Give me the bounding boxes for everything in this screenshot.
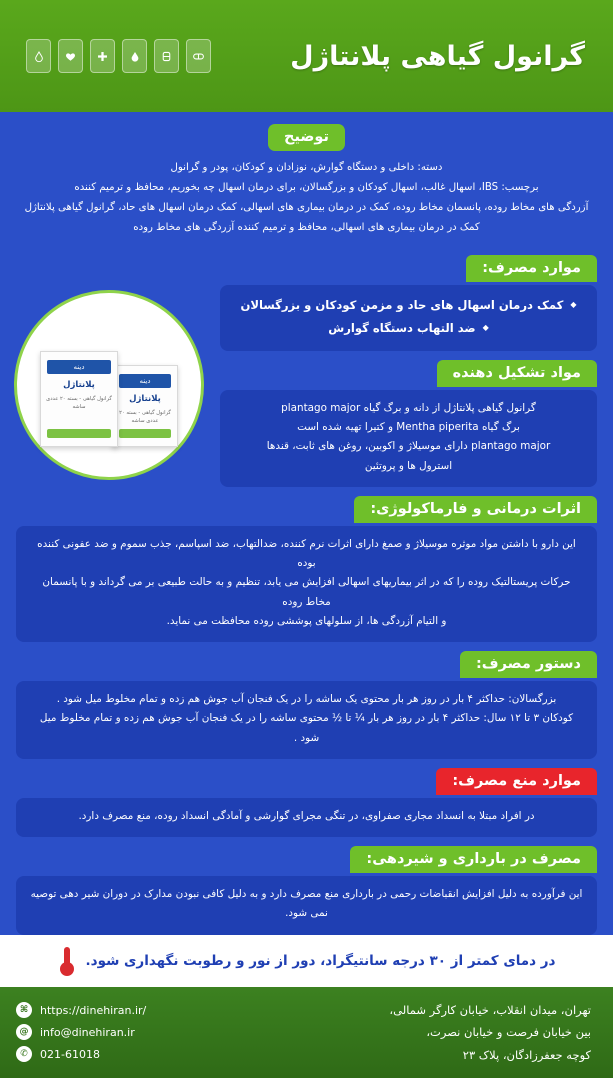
address-line: بین خیابان فرصت و خیابان نصرت، — [426, 1025, 591, 1040]
description-line: برچسب: IBS، اسهال غالب، اسهال کودکان و بزرگسالان، برای درمان اسهال چه بخوریم، محافظ و ترمیم کننده — [74, 181, 539, 193]
section-dosage — [16, 651, 597, 759]
pill-capsule-icon — [186, 39, 211, 73]
section-pharmacology-body — [16, 526, 597, 642]
section-pregnancy-body — [16, 876, 597, 935]
section-dosage-body — [16, 681, 597, 759]
storage-text: در دمای کمتر از ۳۰ درجه سانتیگراد، دور از نور و رطوبت نگهداری شود. — [85, 952, 556, 969]
description-text — [16, 158, 597, 238]
blood-drop-icon — [26, 39, 51, 73]
section-dosage-heading: دستور مصرف: — [460, 651, 597, 678]
header-icon-strip — [26, 39, 211, 73]
mail-icon: @ — [16, 1024, 32, 1040]
section-contraindications — [16, 768, 597, 837]
box-brand-label: دینه — [47, 360, 111, 374]
paragraph-line: برگ گیاه Mentha piperita و کتیرا تهیه شده است — [297, 421, 520, 434]
paragraph-line: این فرآورده به دلیل افزایش انقباضات رحمی در بارداری منع مصرف دارد و به دلیل کافی نبودن مدارک در دوران شیر دهی توصیه نمی شود. — [30, 888, 583, 920]
product-box-front — [40, 351, 118, 447]
box-subtitle: گرانول گیاهی - بسته ۲۰ عددی ساشه — [119, 410, 171, 424]
section-ingredients-heading: مواد تشکیل دهنده — [437, 360, 597, 387]
paragraph-line: این دارو با داشتن مواد موثره موسیلاژ و صمغ دارای اثرات نرم کننده، ضدالتهاب، ضد اسپاسم، جذب سموم و ضد عفونی کننده بوده — [37, 537, 576, 570]
section-pharmacology-heading: اثرات درمانی و فارماکولوژی: — [354, 496, 597, 523]
company-address — [389, 999, 591, 1066]
list-item: ◆ کمک درمان اسهال های حاد و مزمن کودکان و بزرگسالان — [234, 294, 583, 317]
upper-sections — [220, 246, 597, 487]
globe-icon: ⌘ — [16, 1002, 32, 1018]
description-heading: توضیح — [268, 124, 345, 151]
contact-phone[interactable] — [16, 1046, 146, 1062]
header-banner — [0, 0, 613, 112]
contact-website[interactable] — [16, 1002, 146, 1018]
thermometer-icon — [58, 946, 76, 976]
contact-list — [16, 1002, 146, 1062]
paragraph-line: گرانول گیاهی پلانتاژل از دانه و برگ گیاه plantago major — [281, 401, 536, 414]
address-line: تهران، میدان انقلاب، خیابان کارگر شمالی، — [389, 1002, 591, 1017]
email-address[interactable]: info@dinehiran.ir — [40, 1025, 135, 1039]
product-box-back — [112, 365, 178, 447]
footer-bar — [0, 987, 613, 1078]
description-section — [16, 124, 597, 238]
section-contraindications-heading: موارد منع مصرف: — [436, 768, 597, 795]
paragraph-line: plantago major دارای موسیلاژ و اکوبین، روغن های ثابت، قندها — [266, 440, 551, 453]
phone-number[interactable]: 021-61018 — [40, 1047, 100, 1061]
description-line: کمک در درمان بیماری های اسهالی، محافظ و ترمیم کننده آزردگی های مخاط روده — [133, 221, 480, 233]
box-accent-bar — [119, 429, 171, 438]
paragraph-line: بزرگسالان: حداکثر ۴ بار در روز هر بار محتوی یک ساشه را در یک فنجان آب جوش هم زده و تمام مخلوط میل شود . — [56, 693, 557, 706]
phone-icon: ✆ — [16, 1046, 32, 1062]
section-contraindications-body — [16, 798, 597, 837]
content-area — [0, 112, 613, 935]
paragraph-line: حرکات پریستالتیک روده را که در اثر بیماریهای اسهالی افزایش می یابد، تنظیم و به حالت طبیعی بر می گرداند و با پانسمان مخاط روده — [42, 576, 571, 608]
tablet-icon — [154, 39, 179, 73]
section-usage-heading: موارد مصرف: — [466, 255, 597, 282]
product-image — [14, 290, 204, 480]
contact-email[interactable] — [16, 1024, 146, 1040]
section-ingredients — [220, 360, 597, 487]
section-pregnancy — [16, 846, 597, 935]
paragraph-line: استرول ها و پروتئین — [364, 459, 453, 472]
description-line: دسته: داخلی و دستگاه گوارش، نوزادان و کودکان، پودر و گرانول — [170, 162, 443, 173]
section-ingredients-body — [220, 390, 597, 487]
first-aid-icon — [90, 39, 115, 73]
list-item: ◆ ضد التهاب دستگاه گوارش — [234, 317, 583, 340]
box-brand-label: دینه — [119, 374, 171, 388]
section-pharmacology — [16, 496, 597, 642]
address-line: کوچه جعفرزادگان، پلاک ۲۳ — [462, 1047, 591, 1062]
section-pregnancy-heading: مصرف در بارداری و شیردهی: — [350, 846, 597, 873]
box-title: پلانتاژل — [63, 380, 95, 390]
paragraph-line: کودکان ۳ تا ۱۲ سال: حداکثر ۴ بار در روز هر بار ¼ تا ½ محتوی ساشه را در یک فنجان آب جوش هم زده و تمام مخلوط میل شود . — [39, 712, 574, 744]
section-usage — [220, 255, 597, 351]
box-subtitle: گرانول گیاهی - بسته ۲۰ عددی ساشه — [46, 396, 112, 410]
section-usage-body — [220, 285, 597, 351]
droplet-icon — [122, 39, 147, 73]
storage-notice — [0, 935, 613, 987]
paragraph-line: و التیام آزردگی ها، از سلولهای پوششی روده محافظت می نماید. — [166, 614, 447, 627]
box-accent-bar — [47, 429, 111, 438]
description-line: آزردگی های مخاط روده، پانسمان مخاط روده، کمک در درمان بیماری های اسهالی، کمک درمان اسهال های حاد، گرانول گیاهی پلانتاژل — [24, 201, 589, 213]
box-title: پلانتاژل — [129, 394, 161, 404]
heart-icon — [58, 39, 83, 73]
paragraph-line: در افراد مبتلا به انسداد مجاری صفراوی، در تنگی مجرای گوارشی و آمادگی انسداد روده، منع مصرف دارد. — [78, 809, 535, 822]
website-url[interactable]: https://dinehiran.ir/ — [40, 1003, 147, 1017]
page-title: گرانول گیاهی پلانتاژل — [290, 40, 585, 72]
